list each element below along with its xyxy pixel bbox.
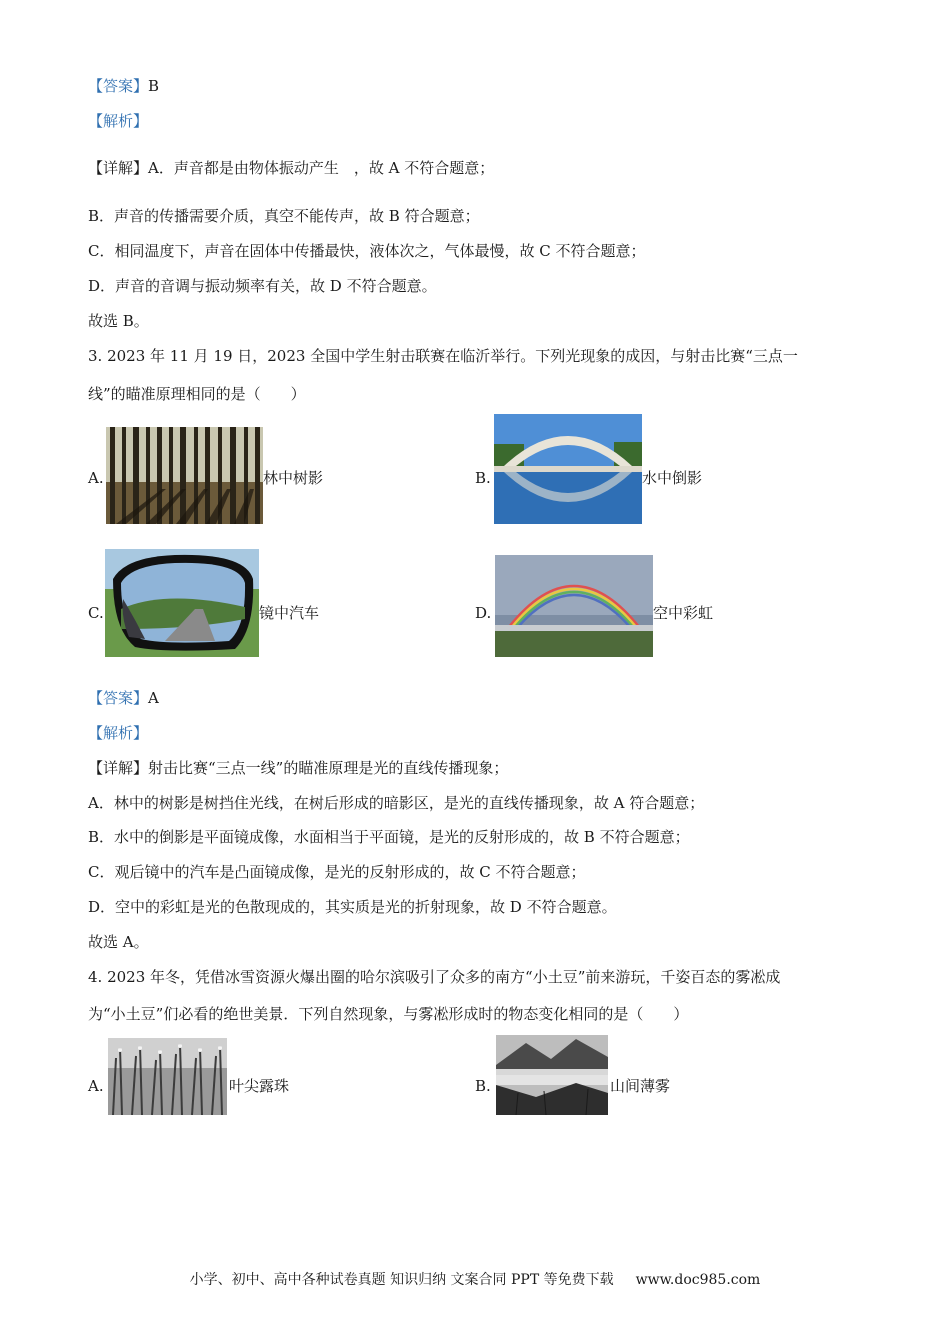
option-caption: 水中倒影: [642, 469, 703, 487]
footer-text: 小学、初中、高中各种试卷真题 知识归纳 文案合同 PPT 等免费下载: [189, 1272, 614, 1288]
answer-tag: 【答案】: [88, 77, 149, 95]
option-letter: A.: [88, 469, 104, 487]
q2-analysis-tag: 【解析】: [88, 112, 149, 130]
detail-tag: 【详解】: [88, 759, 149, 777]
q3-detail-line: A．林中的树影是树挡住光线，在树后形成的暗影区，是光的直线传播现象，故 A 符合题意；: [88, 794, 705, 812]
q2-detail-line: D．声音的音调与振动频率有关，故 D 不符合题意。: [88, 277, 437, 295]
option-letter: A.: [88, 1077, 104, 1095]
q2-conclusion: 故选 B。: [88, 312, 149, 330]
q3-detail-line: D．空中的彩虹是光的色散现成的，其实质是光的折射现象，故 D 不符合题意。: [88, 898, 617, 916]
option-caption: 叶尖露珠: [229, 1077, 290, 1095]
option-caption: 空中彩虹: [653, 604, 714, 622]
option-letter: B.: [475, 1077, 491, 1095]
q3-conclusion: 故选 A。: [88, 933, 149, 951]
detail-text: A．声音都是由物体振动产生 ，故 A 不符合题意；: [148, 159, 495, 177]
q2-detail-line: [88, 158, 494, 178]
option-letter: D.: [475, 604, 492, 622]
answer-value: B: [148, 77, 160, 95]
q3-answer-line: [88, 688, 159, 708]
q3-stem: 3. 2023 年 11 月 19 日，2023 全国中学生射击联赛在临沂举行。下列光现象的成因，与射击比赛“三点一: [88, 347, 798, 365]
bridge-reflection-photo-icon: [494, 414, 642, 524]
option-caption: 林中树影: [263, 469, 324, 487]
rainbow-photo-icon: [495, 555, 653, 657]
q2-detail-line: C．相同温度下，声音在固体中传播最快，液体次之，气体最慢，故 C 不符合题意；: [88, 242, 646, 260]
q2-answer-line: [88, 76, 159, 96]
page-footer: [0, 1269, 950, 1289]
detail-tag: 【详解】: [88, 159, 149, 177]
option-letter: C.: [88, 604, 104, 622]
option-letter: B.: [475, 469, 491, 487]
mountain-fog-photo-icon: [496, 1035, 608, 1115]
q3-detail-line: C．观后镜中的汽车是凸面镜成像，是光的反射形成的，故 C 不符合题意；: [88, 863, 586, 881]
q3-detail-line: [88, 758, 508, 778]
q4-stem: 4. 2023 年冬，凭借冰雪资源火爆出圈的哈尔滨吸引了众多的南方“小土豆”前来游玩，千姿百态的雾凇成: [88, 968, 781, 986]
option-caption: 镜中汽车: [259, 604, 320, 622]
q2-detail-line: B．声音的传播需要介质，真空不能传声，故 B 符合题意；: [88, 207, 480, 225]
q3-stem: 线”的瞄准原理相同的是（ ）: [88, 385, 306, 403]
answer-value: A: [148, 689, 159, 707]
dew-grass-photo-icon: [108, 1038, 227, 1115]
footer-url[interactable]: www.doc985.com: [635, 1272, 761, 1288]
answer-tag: 【答案】: [88, 689, 149, 707]
q3-analysis-tag: 【解析】: [88, 724, 149, 742]
q4-stem: 为“小土豆”们必看的绝世美景．下列自然现象，与雾凇形成时的物态变化相同的是（ ）: [88, 1005, 689, 1023]
car-mirror-photo-icon: [105, 549, 259, 657]
detail-text: 射击比赛“三点一线”的瞄准原理是光的直线传播现象；: [148, 759, 509, 777]
forest-shadow-photo-icon: [106, 427, 263, 524]
option-caption: 山间薄雾: [610, 1077, 671, 1095]
q3-detail-line: B．水中的倒影是平面镜成像，水面相当于平面镜，是光的反射形成的，故 B 不符合题意；: [88, 828, 690, 846]
